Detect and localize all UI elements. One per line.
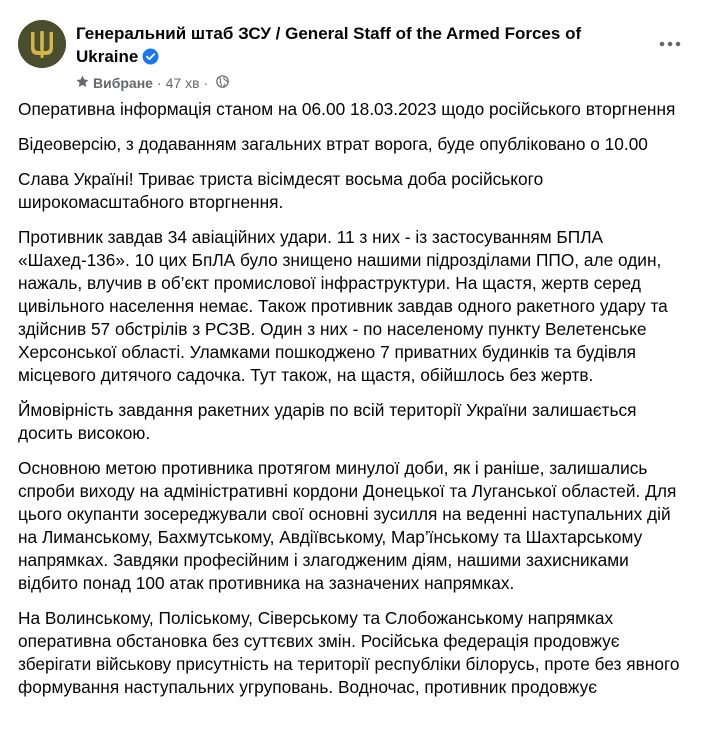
meta-separator: · [156,75,162,91]
post-paragraph: Основною метою противника протягом минулої доби, як і раніше, залишались спроби виходу на адміністративні кордони Донецької та Луганської областей. Для цього окупанти зосереджували свої основні зусилля на веденні наступальних дій на Лиманському, Бахмутському, Авдіївському, Мар’їнському та Шахтарському напрямках. Завдяки професійним і злагодженим діям, нашими захисниками відбито понад 100 атак противника на зазначених напрямках. [18,458,677,593]
author-name[interactable]: Генеральний штаб ЗСУ / General Staff of the Armed Forces of Ukraine [76,24,582,66]
post-body [18,98,690,711]
meta-separator-2: · [203,75,209,91]
post-meta [76,74,636,92]
post-paragraph: Оперативна інформація станом на 06.00 18.03.2023 щодо російського вторгнення [18,99,676,119]
more-options-icon [659,41,681,47]
favorite-label: Вибране [93,75,153,91]
star-icon [76,75,89,91]
trident-emblem-icon [18,20,66,68]
avatar[interactable] [18,20,66,68]
post-paragraph: На Волинському, Поліському, Сіверському та Слобожанському напрямках оперативна обстановка без суттєвих змін. Російська федерація продовжує зберігати військову присутність на території республіки білорусь, проте без явного формування наступальних угруповань. Водночас, противник продовжує [18,608,680,697]
post-time-link[interactable]: 47 хв [165,75,200,91]
globe-icon[interactable] [216,75,229,91]
post-paragraph: Слава Україні! Триває триста вісімдесят восьма доба російського широкомасштабного вторгнення. [18,169,544,212]
author-block [76,22,636,92]
post-paragraph: Ймовірність завдання ракетних ударів по всій території України залишається досить високою. [18,400,637,443]
post-header [18,20,688,92]
author-name-line [76,22,636,71]
post-paragraph: Противник завдав 34 авіаційних удари. 11 з них - із застосуванням БПЛА «Шахед-136». 10 цих БпЛА було знищено нашими підрозділами ППО, але один, нажаль, влучив в об’єкт промислової інфраструктури. На щастя, жертв серед цивільного населення немає. Також противник завдав одного ракетного удару та здійснив 57 обстрілів з РСЗВ. Один з них - по населеному пункту Велетенське Херсонської області. Уламками пошкоджено 7 приватних будинків та будівля місцевого дитячого садочка. Тут також, на щастя, обійшлось без жертв. [18,227,668,385]
post-paragraph: Відеоверсію, з додаванням загальних втрат ворога, буде опубліковано о 10.00 [18,134,648,154]
more-options-button[interactable] [652,30,688,58]
verified-badge-icon [142,48,159,71]
